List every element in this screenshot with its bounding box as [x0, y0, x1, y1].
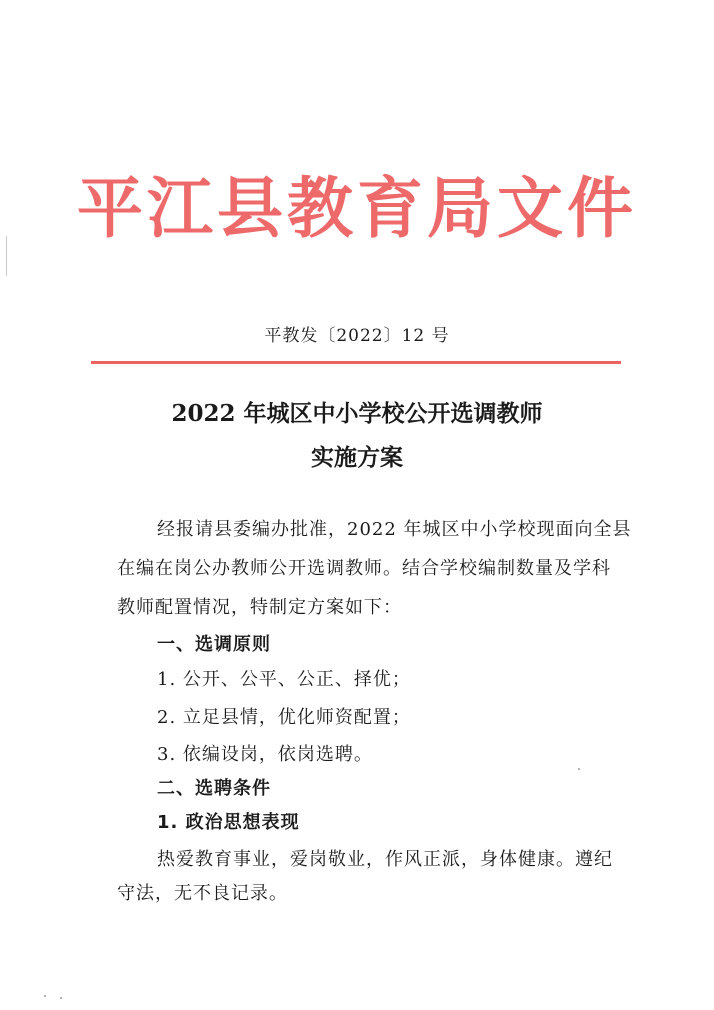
paragraph2-line1: 热爱教育事业，爱岗敬业，作风正派，身体健康。遵纪: [157, 849, 613, 870]
issuer-header: 平江县教育局文件: [77, 169, 637, 247]
principle-item-2: 2. 立足县情，优化师资配置；: [157, 707, 411, 728]
principle-item-1: 1. 公开、公平、公正、择优；: [157, 669, 411, 690]
red-divider-line: [91, 361, 621, 364]
paragraph2-line2: 守法，无不良记录。: [117, 883, 288, 904]
paragraph1-line2: 在编在岗公办教师公开选调教师。结合学校编制数量及学科: [117, 558, 611, 579]
scan-speck: [578, 768, 580, 770]
document-title-line2: 实施方案: [311, 444, 403, 471]
subsection1-heading: 1. 政治思想表现: [157, 812, 300, 833]
principle-item-3: 3. 依编设岗，依岗选聘。: [157, 744, 373, 765]
scan-edge-mark: [6, 236, 7, 276]
paragraph1-line1: 经报请县委编办批准，2022 年城区中小学校现面向全县: [157, 519, 632, 540]
section1-heading: 一、选调原则: [157, 634, 271, 655]
scan-speck: [60, 997, 62, 999]
scan-speck: [44, 995, 46, 997]
section2-heading: 二、选聘条件: [157, 778, 271, 799]
paragraph1-line3: 教师配置情况，特制定方案如下：: [117, 597, 402, 618]
document-title-line1: 2022 年城区中小学校公开选调教师: [171, 400, 543, 427]
document-number: 平教发〔2022〕12 号: [264, 326, 450, 346]
